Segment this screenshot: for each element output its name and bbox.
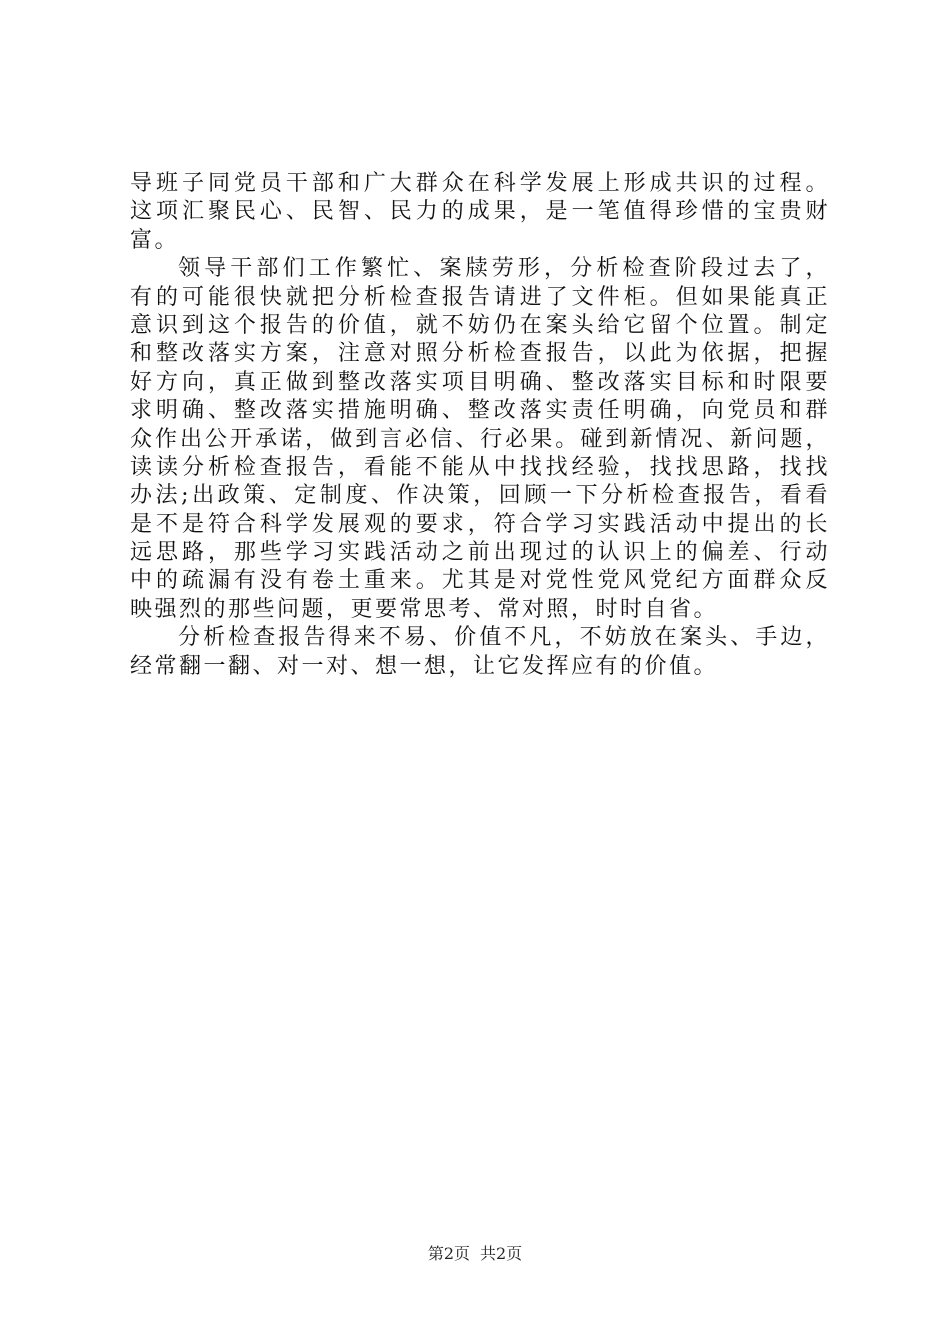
- text-line: 远思路，那些学习实践活动之前出现过的认识上的偏差、行动: [130, 540, 830, 566]
- paragraph-2: [130, 255, 830, 624]
- text-line: 导班子同党员干部和广大群众在科学发展上形成共识的过程。: [130, 171, 830, 196]
- page-footer: [0, 1244, 950, 1264]
- text-line: 和整改落实方案，注意对照分析检查报告，以此为依据，把握: [130, 341, 830, 367]
- text-line: 富。: [130, 227, 180, 253]
- page-total: 共2页: [480, 1244, 523, 1263]
- text-line: 经常翻一翻、对一对、想一想，让它发挥应有的价值。: [130, 653, 719, 679]
- text-line: 映强烈的那些问题，更要常思考、常对照，时时自省。: [130, 596, 719, 622]
- document-body: [130, 170, 830, 681]
- text-line: 好方向，真正做到整改落实项目明确、整改落实目标和时限要: [130, 369, 830, 395]
- text-line: 分析检查报告得来不易、价值不凡，不妨放在案头、手边，: [178, 625, 830, 651]
- page-number: 第2页: [427, 1244, 470, 1263]
- text-line: 求明确、整改落实措施明确、整改落实责任明确，向党员和群: [130, 398, 830, 424]
- text-line: 办法;出政策、定制度、作决策，回顾一下分析检查报告，看看: [130, 483, 830, 509]
- text-line: 有的可能很快就把分析检查报告请进了文件柜。但如果能真正: [130, 284, 830, 310]
- text-line: 中的疏漏有没有卷土重来。尤其是对党性党风党纪方面群众反: [130, 568, 830, 594]
- text-line: 众作出公开承诺，做到言必信、行必果。碰到新情况、新问题，: [130, 426, 830, 452]
- text-line: 意识到这个报告的价值，就不妨仍在案头给它留个位置。制定: [130, 312, 830, 338]
- paragraph-3: [130, 624, 830, 681]
- paragraph-1: [130, 170, 830, 255]
- text-line: 是不是符合科学发展观的要求，符合学习实践活动中提出的长: [130, 511, 830, 537]
- text-line: 读读分析检查报告，看能不能从中找找经验，找找思路，找找: [130, 454, 830, 480]
- text-line: 领导干部们工作繁忙、案牍劳形，分析检查阶段过去了，: [178, 256, 830, 282]
- text-line: 这项汇聚民心、民智、民力的成果，是一笔值得珍惜的宝贵财: [130, 199, 830, 225]
